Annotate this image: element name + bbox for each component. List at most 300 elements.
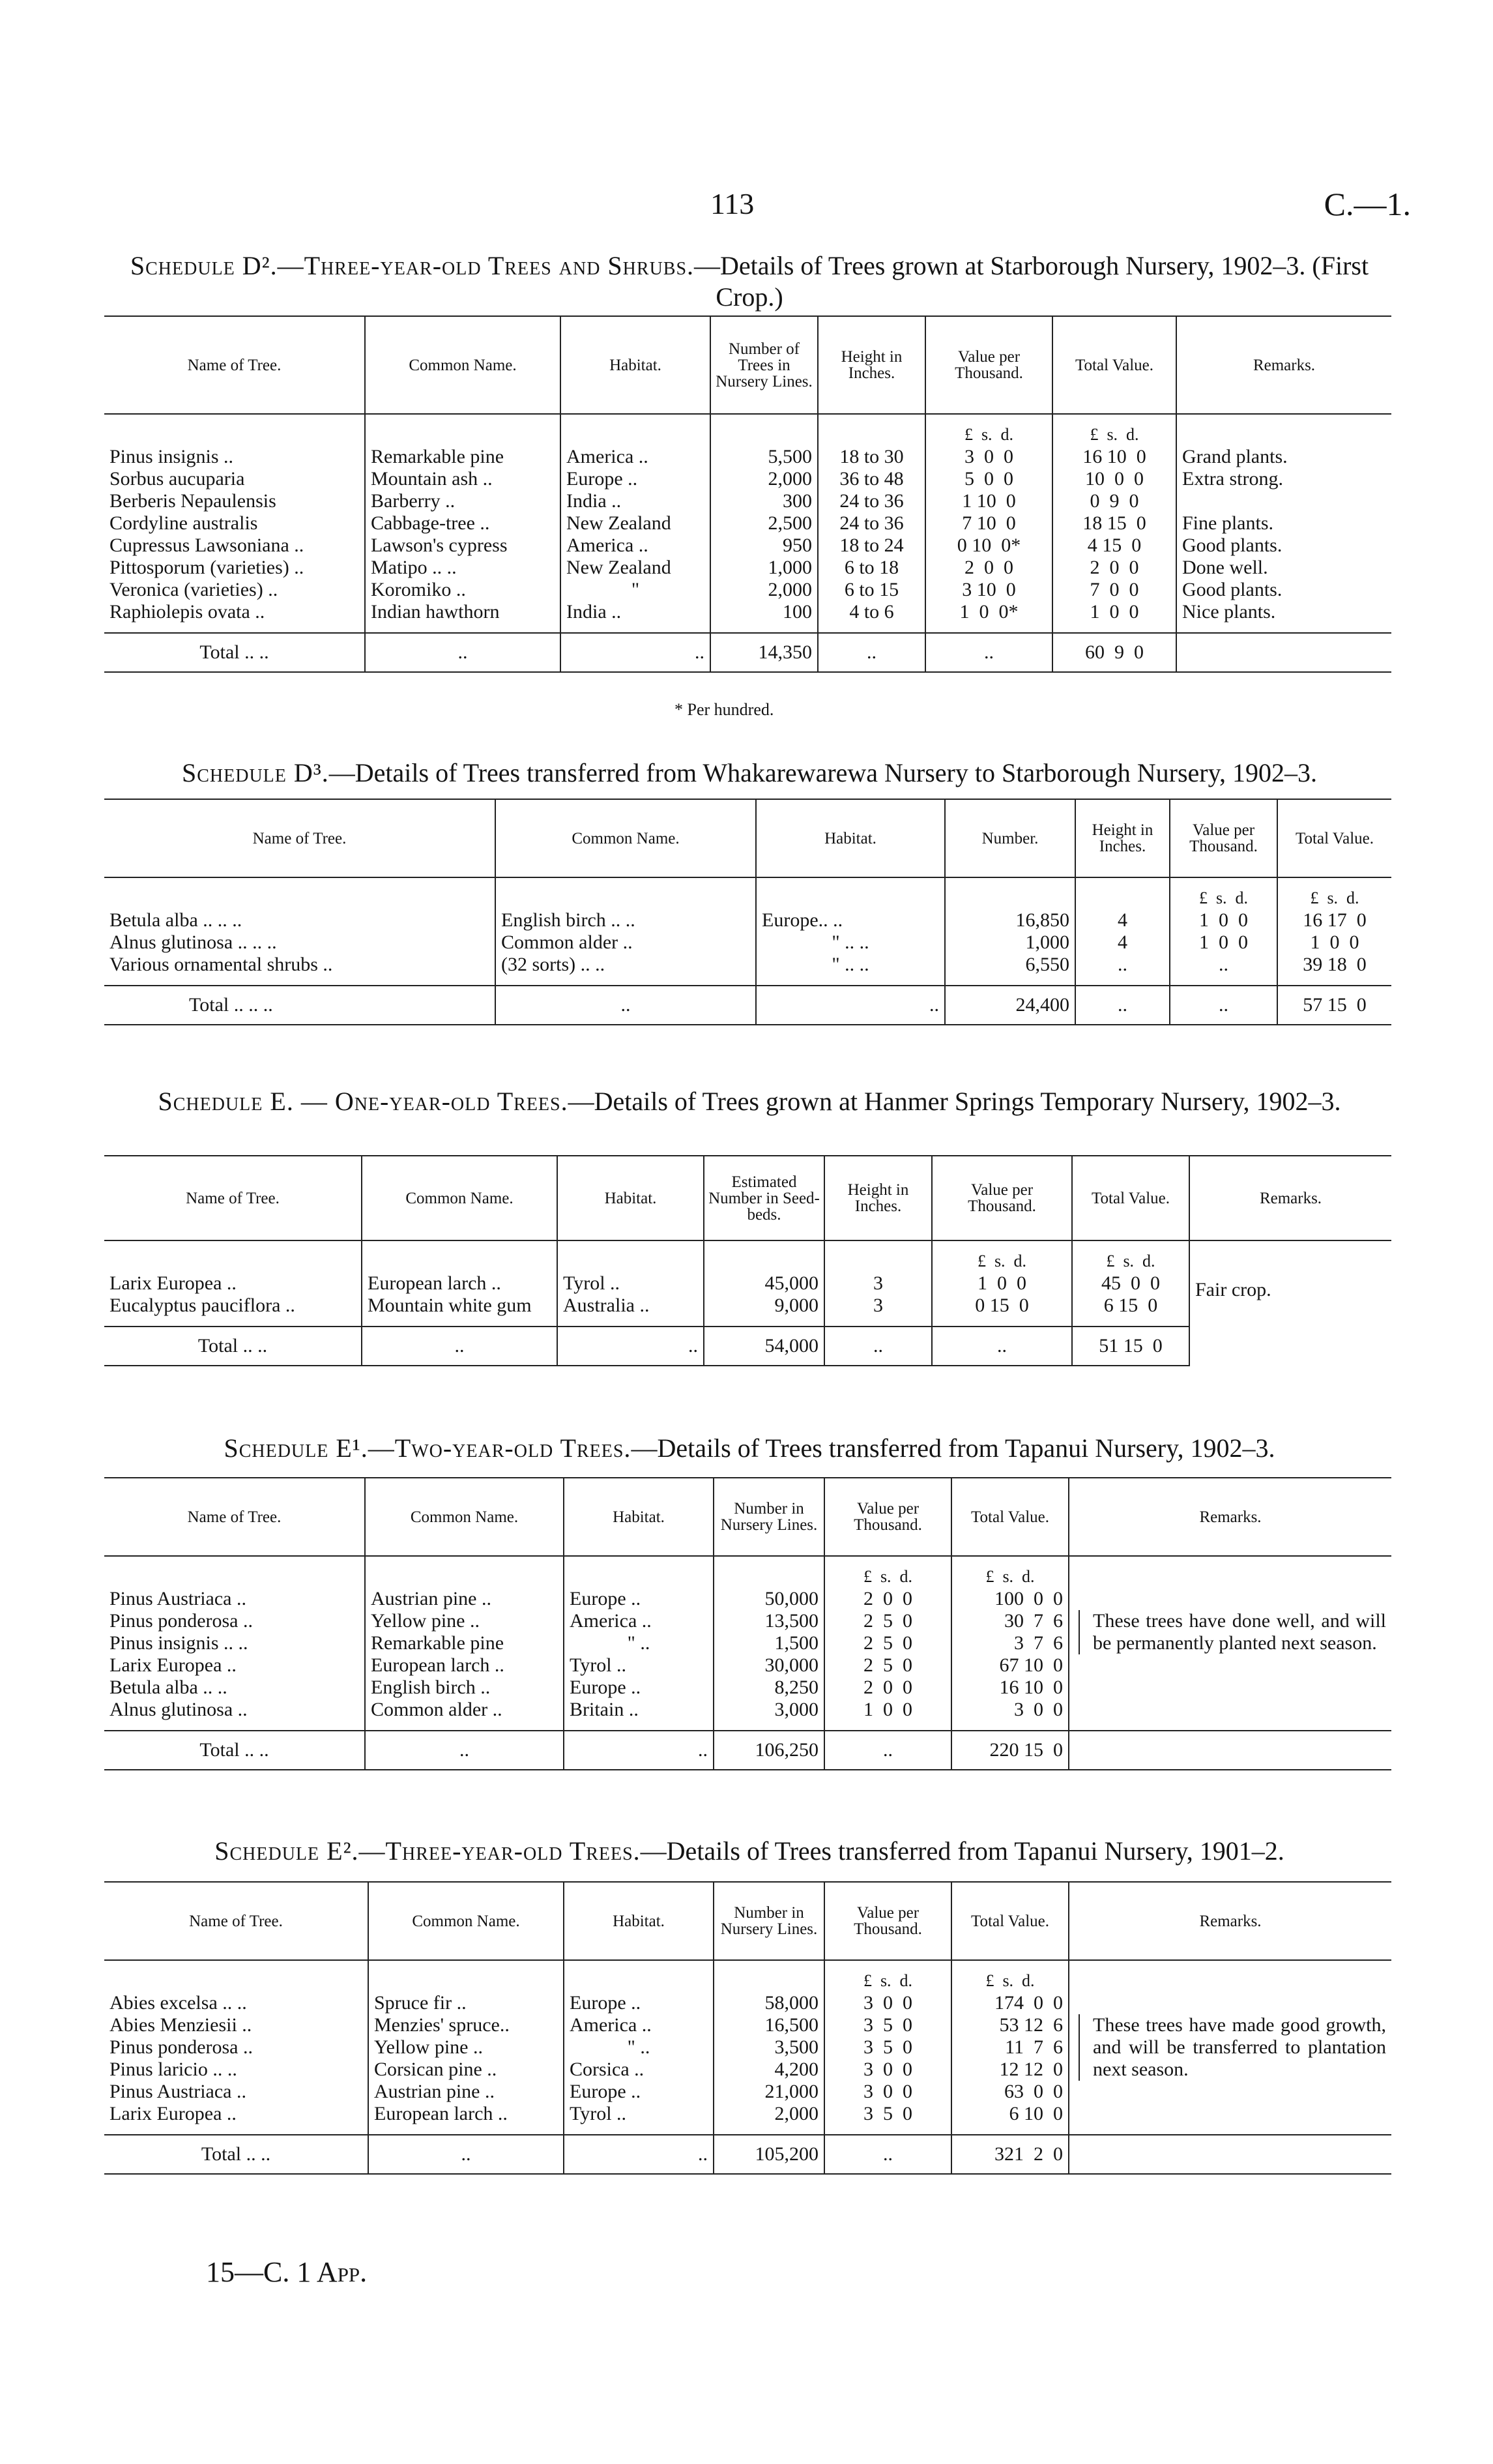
schedule-e-subtitle: —Details of Trees grown at Hanmer Springs Temporary Nursery, 1902–3. bbox=[568, 1087, 1341, 1116]
cell-common: Remarkable pine bbox=[371, 1632, 504, 1654]
total-remarks-blank bbox=[1069, 1731, 1391, 1770]
cell-habitat: " .. bbox=[627, 2036, 650, 2058]
cell-total: 174 0 0 bbox=[994, 1992, 1063, 2014]
cell-number: 2,000 bbox=[768, 579, 812, 600]
schedule-d2-subtitle: —Details of Trees grown at Starborough Nursery, 1902–3. (First Crop.) bbox=[694, 251, 1369, 312]
schedule-e2-heading: Schedule E².—Three-year-old Trees. bbox=[214, 1836, 641, 1866]
total-habitat: .. bbox=[557, 1327, 704, 1366]
cell-habitat: Australia .. bbox=[563, 1295, 650, 1316]
table-row: Abies excelsa .. .. bbox=[109, 1992, 247, 2014]
table-row: Pinus insignis .. bbox=[109, 446, 234, 467]
total-height: .. bbox=[824, 1327, 932, 1366]
cell-total: 30 7 6 bbox=[1004, 1610, 1063, 1632]
cell-value: 1 0 0 bbox=[863, 1699, 912, 1720]
cell-number: 6,550 bbox=[1025, 954, 1069, 975]
total-column bbox=[951, 1556, 1069, 1731]
table-row: Sorbus aucuparia bbox=[109, 468, 245, 490]
total-number: 105,200 bbox=[714, 2135, 824, 2174]
cell-number: 16,500 bbox=[764, 2014, 819, 2036]
table-row: Pinus Austriaca .. bbox=[109, 2081, 246, 2102]
cell-value: 3 5 0 bbox=[863, 2103, 912, 2124]
schedule-d2-title bbox=[98, 250, 1401, 313]
name-column bbox=[104, 414, 365, 633]
cell-total: 1 0 0 bbox=[1090, 601, 1139, 623]
cell-height: 4 bbox=[1118, 909, 1127, 931]
cell-value: 3 0 0 bbox=[863, 2081, 912, 2102]
cell-number: 16,850 bbox=[1015, 909, 1069, 931]
schedule-e-table bbox=[104, 1155, 1391, 1366]
value-column bbox=[824, 1556, 951, 1731]
number-column bbox=[714, 1960, 824, 2135]
table-row: Abies Menziesii .. bbox=[109, 2014, 252, 2036]
cell-remarks: Good plants. bbox=[1182, 579, 1283, 600]
cell-total: 3 7 6 bbox=[1014, 1632, 1063, 1654]
table-row: Pinus ponderosa .. bbox=[109, 1610, 253, 1632]
cell-common: Matipo .. .. bbox=[371, 557, 457, 578]
grand-total: 51 15 0 bbox=[1072, 1327, 1189, 1366]
cell-common: Common alder .. bbox=[501, 931, 633, 953]
table-row: Pinus ponderosa .. bbox=[109, 2036, 253, 2058]
cell-habitat: " .. .. bbox=[832, 954, 869, 975]
cell-value: 5 0 0 bbox=[964, 468, 1013, 490]
remarks-column bbox=[1176, 414, 1391, 633]
cell-number: 30,000 bbox=[764, 1654, 819, 1676]
header-name: Name of Tree. bbox=[104, 1478, 365, 1556]
cell-total: 18 15 0 bbox=[1082, 512, 1146, 534]
header-number: Estimated Number in Seed-beds. bbox=[704, 1156, 824, 1240]
cell-value: 3 0 0 bbox=[964, 446, 1013, 467]
habitat-column bbox=[564, 1556, 714, 1731]
header-value: Value per Thousand. bbox=[824, 1882, 951, 1960]
cell-number: 21,000 bbox=[764, 2081, 819, 2102]
cell-remarks: Nice plants. bbox=[1182, 601, 1276, 623]
number-column bbox=[714, 1556, 824, 1731]
footnote: * Per hundred. bbox=[674, 700, 774, 719]
cell-number: 5,500 bbox=[768, 446, 812, 467]
cell-common: Mountain ash .. bbox=[371, 468, 493, 490]
cell-common: Yellow pine .. bbox=[371, 1610, 480, 1632]
cell-remarks: Done well. bbox=[1182, 557, 1268, 578]
number-column bbox=[704, 1240, 824, 1327]
remarks-text: Fair crop. bbox=[1195, 1279, 1271, 1300]
cell-height: 36 to 48 bbox=[839, 468, 904, 490]
total-value: .. bbox=[925, 633, 1052, 672]
cell-total: 2 0 0 bbox=[1090, 557, 1139, 578]
total-column bbox=[1277, 877, 1391, 986]
cell-common: Austrian pine .. bbox=[371, 1588, 491, 1609]
table-row: Cupressus Lawsoniana .. bbox=[109, 535, 304, 556]
cell-value: 1 0 0 bbox=[978, 1272, 1026, 1294]
cell-value: 2 5 0 bbox=[863, 1632, 912, 1654]
table-row: Pinus insignis .. .. bbox=[109, 1632, 248, 1654]
total-common: .. bbox=[362, 1327, 557, 1366]
cell-height: 4 bbox=[1118, 931, 1127, 953]
cell-total: 39 18 0 bbox=[1303, 954, 1367, 975]
name-column bbox=[104, 877, 495, 986]
table-row: Raphiolepis ovata .. bbox=[109, 601, 265, 623]
cell-total: 10 0 0 bbox=[1085, 468, 1144, 490]
total-remarks-blank bbox=[1176, 633, 1391, 672]
cell-number: 4,200 bbox=[774, 2059, 819, 2080]
total-habitat: .. bbox=[564, 1731, 714, 1770]
cell-value: 3 0 0 bbox=[863, 1992, 912, 2014]
remarks-text: These trees have made good growth, and will be transferred to plantation next season. bbox=[1079, 2014, 1386, 2081]
header-number: Number in Nursery Lines. bbox=[714, 1478, 824, 1556]
currency-header: £ s. d. bbox=[863, 1971, 913, 1990]
cell-habitat: " .. bbox=[627, 1632, 650, 1654]
cell-total: 4 15 0 bbox=[1087, 535, 1142, 556]
total-height: .. bbox=[818, 633, 925, 672]
header-common: Common Name. bbox=[365, 1478, 564, 1556]
header-height: Height in Inches. bbox=[824, 1156, 932, 1240]
cell-habitat: America .. bbox=[566, 535, 648, 556]
cell-value: 3 0 0 bbox=[863, 2059, 912, 2080]
schedule-e1-heading: Schedule E¹.—Two-year-old Trees. bbox=[224, 1433, 631, 1463]
header-habitat: Habitat. bbox=[564, 1882, 714, 1960]
cell-common: Mountain white gum bbox=[368, 1295, 532, 1316]
name-column bbox=[104, 1960, 368, 2135]
cell-height: 3 bbox=[873, 1295, 883, 1316]
cell-height: 6 to 18 bbox=[844, 557, 899, 578]
total-common: .. bbox=[365, 1731, 564, 1770]
cell-habitat: Europe.. .. bbox=[762, 909, 843, 931]
cell-common: European larch .. bbox=[368, 1272, 501, 1294]
total-label: Total .. .. bbox=[104, 633, 365, 672]
cell-number: 9,000 bbox=[774, 1295, 819, 1316]
cell-habitat: Tyrol .. bbox=[570, 1654, 627, 1676]
cell-total: 53 12 6 bbox=[999, 2014, 1063, 2036]
total-column bbox=[951, 1960, 1069, 2135]
value-column bbox=[932, 1240, 1072, 1327]
header-number: Number of Trees in Nursery Lines. bbox=[710, 316, 818, 414]
cell-number: 13,500 bbox=[764, 1610, 819, 1632]
cell-height: 18 to 24 bbox=[839, 535, 904, 556]
cell-common: Austrian pine .. bbox=[374, 2081, 495, 2102]
cell-value: 0 10 0* bbox=[957, 535, 1021, 556]
table-row: Cordyline australis bbox=[109, 512, 258, 534]
schedule-d3-heading: Schedule D³. bbox=[181, 758, 329, 787]
cell-value: 3 10 0 bbox=[962, 579, 1016, 600]
header-value: Value per Thousand. bbox=[925, 316, 1052, 414]
header-remarks: Remarks. bbox=[1176, 316, 1391, 414]
cell-common: Menzies' spruce.. bbox=[374, 2014, 510, 2036]
header-remarks: Remarks. bbox=[1189, 1156, 1391, 1240]
header-number: Number. bbox=[945, 799, 1075, 877]
number-column bbox=[710, 414, 818, 633]
cell-habitat: India .. bbox=[566, 601, 622, 623]
cell-number: 2,000 bbox=[768, 468, 812, 490]
header-remarks: Remarks. bbox=[1069, 1478, 1391, 1556]
total-habitat: .. bbox=[560, 633, 710, 672]
header-total: Total Value. bbox=[1277, 799, 1391, 877]
cell-number: 300 bbox=[783, 490, 812, 512]
table-row: Pinus laricio .. .. bbox=[109, 2059, 237, 2080]
cell-common: Common alder .. bbox=[371, 1699, 502, 1720]
schedule-d3-title bbox=[98, 757, 1401, 789]
table-row: Larix Europea .. bbox=[109, 1654, 237, 1676]
total-value: .. bbox=[932, 1327, 1072, 1366]
cell-value: 3 5 0 bbox=[863, 2014, 912, 2036]
cell-common: Cabbage-tree .. bbox=[371, 512, 490, 534]
cell-total: 63 0 0 bbox=[1004, 2081, 1063, 2102]
remarks-column bbox=[1069, 1960, 1391, 2135]
schedule-e1-title bbox=[98, 1433, 1401, 1464]
common-column bbox=[362, 1240, 557, 1327]
table-row: Eucalyptus pauciflora .. bbox=[109, 1295, 295, 1316]
cell-total: 45 0 0 bbox=[1101, 1272, 1160, 1294]
header-remarks: Remarks. bbox=[1069, 1882, 1391, 1960]
header-height: Height in Inches. bbox=[1075, 799, 1170, 877]
remarks-column bbox=[1069, 1556, 1391, 1731]
cell-number: 1,500 bbox=[774, 1632, 819, 1654]
height-column bbox=[818, 414, 925, 633]
header-name: Name of Tree. bbox=[104, 1882, 368, 1960]
total-value: .. bbox=[824, 2135, 951, 2174]
cell-remarks: Fine plants. bbox=[1182, 512, 1273, 534]
cell-total: 7 0 0 bbox=[1090, 579, 1139, 600]
cell-number: 50,000 bbox=[764, 1588, 819, 1609]
value-column bbox=[925, 414, 1052, 633]
cell-number: 100 bbox=[783, 601, 812, 623]
name-column bbox=[104, 1240, 362, 1327]
cell-value: 2 5 0 bbox=[863, 1654, 912, 1676]
table-row: Larix Europea .. bbox=[109, 2103, 237, 2124]
cell-habitat: Europe .. bbox=[570, 2081, 641, 2102]
common-column bbox=[365, 414, 560, 633]
total-habitat: .. bbox=[756, 986, 945, 1025]
cell-common: European larch .. bbox=[371, 1654, 504, 1676]
table-row: Alnus glutinosa .. .. .. bbox=[109, 931, 277, 953]
cell-habitat: Europe .. bbox=[570, 1677, 641, 1698]
header-total: Total Value. bbox=[1052, 316, 1176, 414]
document-code: C.—1. bbox=[1324, 186, 1411, 222]
header-common: Common Name. bbox=[365, 316, 560, 414]
cell-total: 0 9 0 bbox=[1090, 490, 1139, 512]
header-value: Value per Thousand. bbox=[824, 1478, 951, 1556]
total-number: 24,400 bbox=[945, 986, 1075, 1025]
currency-header: £ s. d. bbox=[1310, 888, 1359, 907]
cell-remarks: Extra strong. bbox=[1182, 468, 1283, 490]
header-common: Common Name. bbox=[368, 1882, 564, 1960]
habitat-column bbox=[756, 877, 945, 986]
cell-common: (32 sorts) .. .. bbox=[501, 954, 605, 975]
cell-height: 18 to 30 bbox=[839, 446, 904, 467]
name-column bbox=[104, 1556, 365, 1731]
table-row: Betula alba .. .. bbox=[109, 1677, 227, 1698]
cell-common: Remarkable pine bbox=[371, 446, 504, 467]
cell-value: 1 0 0* bbox=[959, 601, 1019, 623]
cell-height: 6 to 15 bbox=[844, 579, 899, 600]
cell-total: 12 12 0 bbox=[999, 2059, 1063, 2080]
cell-habitat: New Zealand bbox=[566, 557, 671, 578]
cell-habitat: " .. .. bbox=[832, 931, 869, 953]
remarks-text: These trees have done well, and will be permanently planted next season. bbox=[1079, 1610, 1386, 1654]
cell-value: 1 0 0 bbox=[1199, 909, 1248, 931]
cell-common: English birch .. .. bbox=[501, 909, 635, 931]
schedule-d2-table bbox=[104, 315, 1391, 673]
total-value: .. bbox=[824, 1731, 951, 1770]
total-label: Total .. .. bbox=[104, 1327, 362, 1366]
schedule-d3-table bbox=[104, 799, 1391, 1025]
cell-total: 16 10 0 bbox=[1082, 446, 1146, 467]
height-column bbox=[1075, 877, 1170, 986]
header-name: Name of Tree. bbox=[104, 316, 365, 414]
currency-header: £ s. d. bbox=[985, 1971, 1035, 1990]
cell-common: Yellow pine .. bbox=[374, 2036, 483, 2058]
total-common: .. bbox=[495, 986, 756, 1025]
total-label: Total .. .. bbox=[104, 2135, 368, 2174]
habitat-column bbox=[557, 1240, 704, 1327]
grand-total: 57 15 0 bbox=[1277, 986, 1391, 1025]
cell-number: 3,000 bbox=[774, 1699, 819, 1720]
height-column bbox=[824, 1240, 932, 1327]
cell-height: 4 to 6 bbox=[849, 601, 894, 623]
schedule-e2-title bbox=[98, 1836, 1401, 1867]
cell-number: 58,000 bbox=[764, 1992, 819, 2014]
total-column bbox=[1052, 414, 1176, 633]
schedule-e1-table bbox=[104, 1477, 1391, 1770]
cell-height: 24 to 36 bbox=[839, 490, 904, 512]
cell-number: 45,000 bbox=[764, 1272, 819, 1294]
cell-value: 2 0 0 bbox=[863, 1588, 912, 1609]
cell-total: 3 0 0 bbox=[1014, 1699, 1063, 1720]
cell-number: 1,000 bbox=[1025, 931, 1069, 953]
cell-value: 3 5 0 bbox=[863, 2036, 912, 2058]
currency-header: £ s. d. bbox=[1198, 888, 1249, 907]
header-total: Total Value. bbox=[1072, 1156, 1189, 1240]
footer-reference bbox=[206, 2255, 367, 2289]
header-habitat: Habitat. bbox=[560, 316, 710, 414]
schedule-e1-subtitle: —Details of Trees transferred from Tapanui Nursery, 1902–3. bbox=[631, 1433, 1275, 1463]
common-column bbox=[495, 877, 756, 986]
total-height: .. bbox=[1075, 986, 1170, 1025]
cell-total: 100 0 0 bbox=[994, 1588, 1063, 1609]
cell-height: 24 to 36 bbox=[839, 512, 904, 534]
header-value: Value per Thousand. bbox=[1170, 799, 1277, 877]
schedule-e-heading: Schedule E. — One-year-old Trees. bbox=[158, 1087, 568, 1116]
cell-common: Lawson's cypress bbox=[371, 535, 508, 556]
table-row: Veronica (varieties) .. bbox=[109, 579, 278, 600]
cell-value: 1 10 0 bbox=[962, 490, 1016, 512]
page-number: 113 bbox=[710, 187, 755, 220]
common-column bbox=[365, 1556, 564, 1731]
currency-header: £ s. d. bbox=[985, 1567, 1035, 1586]
cell-value: 7 10 0 bbox=[962, 512, 1016, 534]
grand-total: 60 9 0 bbox=[1052, 633, 1176, 672]
header-height: Height in Inches. bbox=[818, 316, 925, 414]
cell-common: European larch .. bbox=[374, 2103, 508, 2124]
currency-header: £ s. d. bbox=[863, 1567, 913, 1586]
table-row: Pinus Austriaca .. bbox=[109, 1588, 246, 1609]
cell-value: .. bbox=[1219, 954, 1228, 975]
cell-common: Koromiko .. bbox=[371, 579, 466, 600]
table-row: Alnus glutinosa .. bbox=[109, 1699, 248, 1720]
header-total: Total Value. bbox=[951, 1478, 1069, 1556]
cell-common: Corsican pine .. bbox=[374, 2059, 497, 2080]
cell-total: 6 15 0 bbox=[1103, 1295, 1158, 1316]
cell-total: 6 10 0 bbox=[1009, 2103, 1063, 2124]
cell-remarks: Grand plants. bbox=[1182, 446, 1288, 467]
header-habitat: Habitat. bbox=[756, 799, 945, 877]
cell-habitat: Europe .. bbox=[570, 1588, 641, 1609]
total-common: .. bbox=[368, 2135, 564, 2174]
cell-value: 1 0 0 bbox=[1199, 931, 1248, 953]
cell-number: 950 bbox=[783, 535, 812, 556]
total-number: 106,250 bbox=[714, 1731, 824, 1770]
habitat-column bbox=[560, 414, 710, 633]
cell-total: 16 17 0 bbox=[1303, 909, 1367, 931]
cell-total: 1 0 0 bbox=[1310, 931, 1359, 953]
schedule-e2-table bbox=[104, 1881, 1391, 2175]
cell-height: .. bbox=[1118, 954, 1127, 975]
table-row: Berberis Nepaulensis bbox=[109, 490, 276, 512]
grand-total: 321 2 0 bbox=[951, 2135, 1069, 2174]
cell-habitat: Europe .. bbox=[566, 468, 638, 490]
cell-number: 2,000 bbox=[774, 2103, 819, 2124]
schedule-d2-heading: Schedule D².—Three-year-old Trees and Shrubs. bbox=[130, 251, 695, 280]
header-name: Name of Tree. bbox=[104, 1156, 362, 1240]
header-name: Name of Tree. bbox=[104, 799, 495, 877]
table-row: Various ornamental shrubs .. bbox=[109, 954, 333, 975]
cell-total: 11 7 6 bbox=[1005, 2036, 1063, 2058]
cell-number: 2,500 bbox=[768, 512, 812, 534]
cell-habitat: America .. bbox=[570, 2014, 652, 2036]
header-total: Total Value. bbox=[951, 1882, 1069, 1960]
cell-habitat: America .. bbox=[566, 446, 648, 467]
table-row: Larix Europea .. bbox=[109, 1272, 237, 1294]
currency-header: £ s. d. bbox=[1106, 1252, 1155, 1270]
remarks-column bbox=[1189, 1240, 1391, 1366]
total-label: Total .. .. bbox=[104, 1731, 365, 1770]
currency-header: £ s. d. bbox=[1090, 425, 1139, 444]
total-label: Total .. .. .. bbox=[104, 986, 495, 1025]
cell-habitat: Corsica .. bbox=[570, 2059, 645, 2080]
total-common: .. bbox=[365, 633, 560, 672]
cell-height: 3 bbox=[873, 1272, 883, 1294]
schedule-e-title bbox=[98, 1086, 1401, 1117]
cell-habitat: " bbox=[631, 579, 640, 600]
cell-number: 1,000 bbox=[768, 557, 812, 578]
cell-number: 8,250 bbox=[774, 1677, 819, 1698]
common-column bbox=[368, 1960, 564, 2135]
header-number: Number in Nursery Lines. bbox=[714, 1882, 824, 1960]
header-common: Common Name. bbox=[495, 799, 756, 877]
cell-habitat: America .. bbox=[570, 1610, 652, 1632]
cell-habitat: New Zealand bbox=[566, 512, 671, 534]
value-column bbox=[824, 1960, 951, 2135]
value-column bbox=[1170, 877, 1277, 986]
header-habitat: Habitat. bbox=[564, 1478, 714, 1556]
cell-total: 67 10 0 bbox=[999, 1654, 1063, 1676]
cell-remarks: Good plants. bbox=[1182, 535, 1283, 556]
cell-habitat: Tyrol .. bbox=[570, 2103, 627, 2124]
cell-common: English birch .. bbox=[371, 1677, 491, 1698]
header-common: Common Name. bbox=[362, 1156, 557, 1240]
cell-remarks bbox=[1182, 490, 1386, 512]
cell-habitat: India .. bbox=[566, 490, 622, 512]
cell-common: Spruce fir .. bbox=[374, 1992, 467, 2014]
total-value: .. bbox=[1170, 986, 1277, 1025]
cell-value: 2 5 0 bbox=[863, 1610, 912, 1632]
cell-value: 0 15 0 bbox=[975, 1295, 1029, 1316]
cell-value: 2 0 0 bbox=[964, 557, 1013, 578]
cell-number: 3,500 bbox=[774, 2036, 819, 2058]
total-column bbox=[1072, 1240, 1189, 1327]
cell-total: 16 10 0 bbox=[999, 1677, 1063, 1698]
currency-header: £ s. d. bbox=[977, 1252, 1027, 1270]
cell-value: 2 0 0 bbox=[863, 1677, 912, 1698]
total-number: 54,000 bbox=[704, 1327, 824, 1366]
